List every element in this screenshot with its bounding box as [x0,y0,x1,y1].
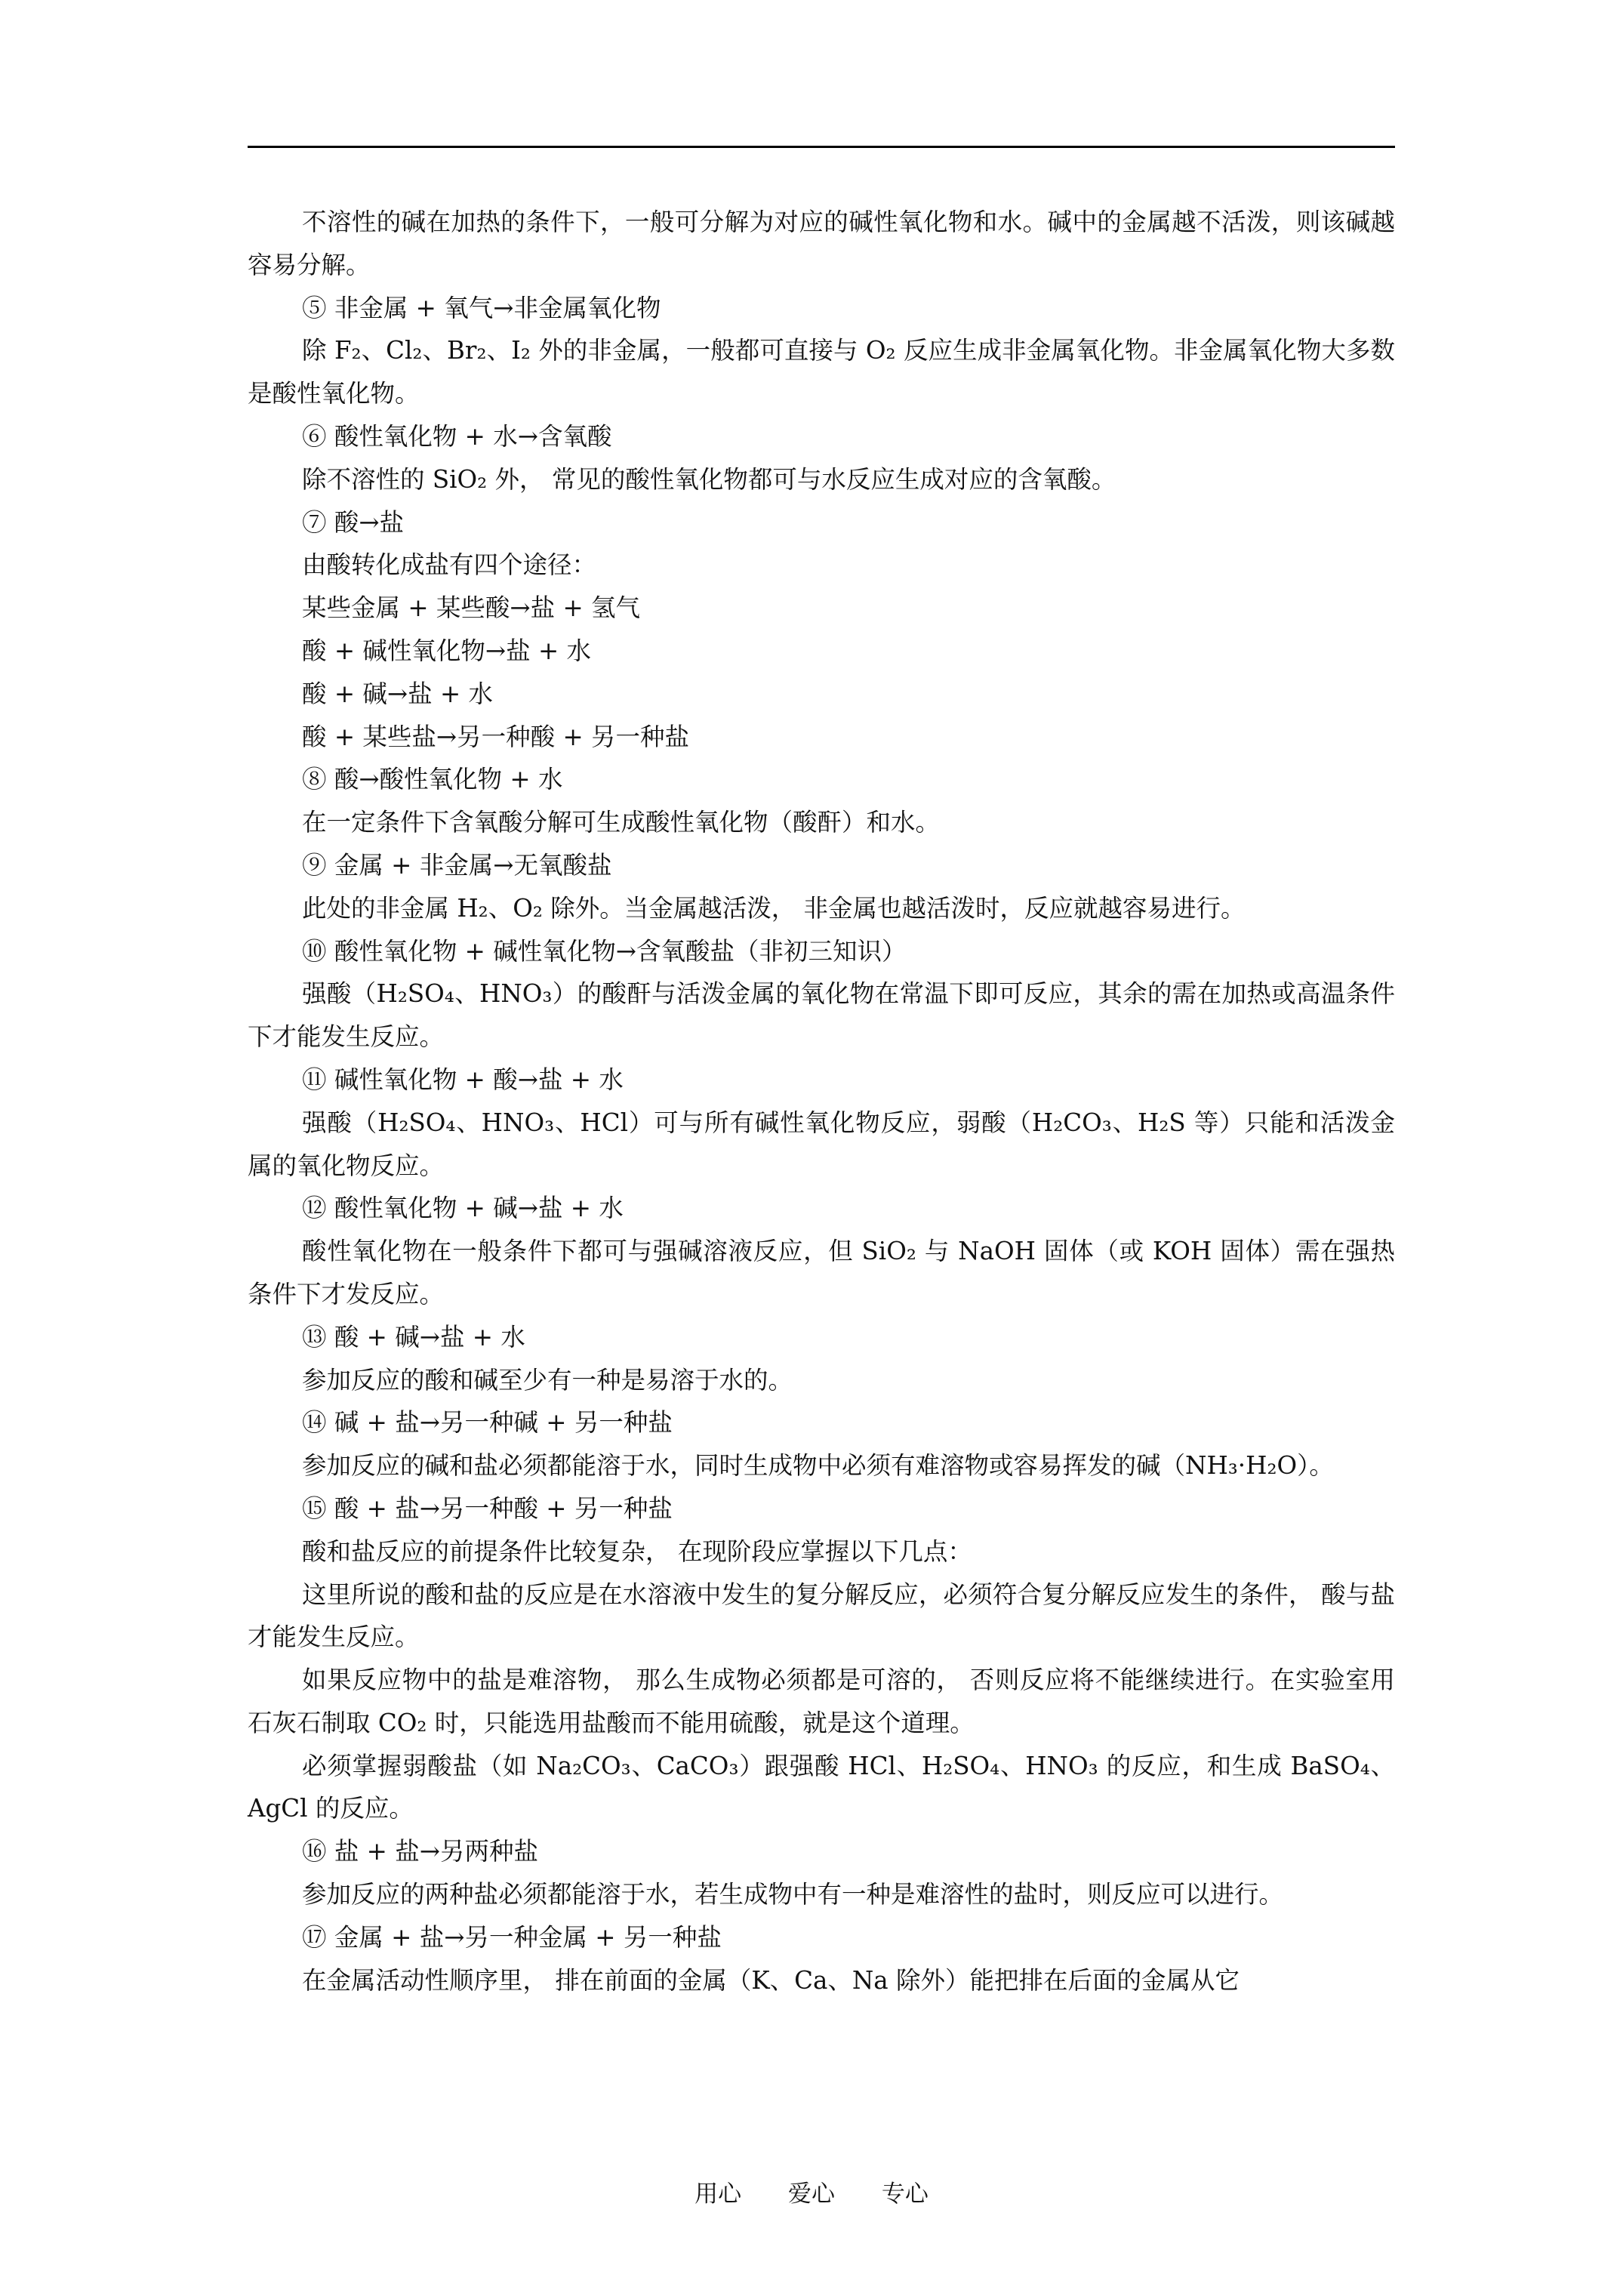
paragraph: 参加反应的两种盐必须都能溶于水，若生成物中有一种是难溶性的盐时，则反应可以进行。 [302,1880,1284,1909]
paragraph: 由酸转化成盐有四个途径： [302,550,597,580]
header-rule [248,146,1395,148]
reaction-heading: ⑧ 酸→酸性氧化物 + 水 [302,765,563,794]
paragraph: 强酸（H₂SO₄、HNO₃）的酸酐与活泼金属的氧化物在常温下即可反应，其余的需在加热或高温条件下才能发生反应。 [248,979,1395,1052]
reaction-heading: ⑬ 酸 + 碱→盐 + 水 [302,1322,525,1351]
footer-text: 爱心 [788,2180,835,2208]
reaction-heading: ⑮ 酸 + 盐→另一种酸 + 另一种盐 [302,1493,673,1523]
reaction-heading: ⑫ 酸性氧化物 + 碱→盐 + 水 [302,1194,624,1223]
reaction-heading: ⑩ 酸性氧化物 + 碱性氧化物→含氧酸盐（非初三知识） [302,936,907,966]
paragraph: 此处的非金属 H₂、O₂ 除外。当金属越活泼， 非金属也越活泼时，反应就越容易进行。 [302,893,1246,923]
paragraph: 在金属活动性顺序里， 排在前面的金属（K、Ca、Na 除外）能把排在后面的金属从它 [302,1965,1240,1995]
equation-line: 酸 + 碱→盐 + 水 [302,679,494,708]
reaction-heading: ⑤ 非金属 + 氧气→非金属氧化物 [302,293,661,322]
paragraph: 酸和盐反应的前提条件比较复杂， 在现阶段应掌握以下几点： [302,1536,972,1566]
reaction-heading: ⑥ 酸性氧化物 + 水→含氧酸 [302,421,612,451]
equation-line: 某些金属 + 某些酸→盐 + 氢气 [302,593,641,623]
reaction-heading: ⑯ 盐 + 盐→另两种盐 [302,1837,538,1866]
reaction-heading: ⑰ 金属 + 盐→另一种金属 + 另一种盐 [302,1922,722,1952]
reaction-heading: ⑨ 金属 + 非金属→无氧酸盐 [302,850,612,880]
reaction-heading: ⑪ 碱性氧化物 + 酸→盐 + 水 [302,1065,624,1094]
paragraph: 除不溶性的 SiO₂ 外， 常见的酸性氧化物都可与水反应生成对应的含氧酸。 [302,464,1116,494]
footer-text: 用心 [694,2180,742,2208]
paragraph: 除 F₂、Cl₂、Br₂、I₂ 外的非金属，一般都可直接与 O₂ 反应生成非金属氧化物。非金属氧化物大多数是酸性氧化物。 [248,336,1395,408]
paragraph: 必须掌握弱酸盐（如 Na₂CO₃、CaCO₃）跟强酸 HCl、H₂SO₄、HNO₃ 的反应，和生成 BaSO₄、AgCl 的反应。 [248,1751,1395,1823]
paragraph: 不溶性的碱在加热的条件下，一般可分解为对应的碱性氧化物和水。碱中的金属越不活泼，则该碱越容易分解。 [248,208,1395,279]
equation-line: 酸 + 碱性氧化物→盐 + 水 [302,636,592,665]
paragraph: 参加反应的酸和碱至少有一种是易溶于水的。 [302,1365,793,1395]
paragraph: 在一定条件下含氧酸分解可生成酸性氧化物（酸酐）和水。 [302,808,941,837]
paragraph: 这里所说的酸和盐的反应是在水溶液中发生的复分解反应，必须符合复分解反应发生的条件， 酸与盐才能发生反应。 [248,1579,1395,1652]
paragraph: 参加反应的碱和盐必须都能溶于水，同时生成物中必须有难溶物或容易挥发的碱（NH₃·H₂O）。 [302,1451,1334,1481]
paragraph: 如果反应物中的盐是难溶物， 那么生成物必须都是可溶的， 否则反应将不能继续进行。在实验室用石灰石制取 CO₂ 时，只能选用盐酸而不能用硫酸，就是这个道理。 [248,1666,1395,1737]
footer-text: 专心 [881,2180,929,2208]
body-text [248,201,1395,2002]
paragraph: 酸性氧化物在一般条件下都可与强碱溶液反应，但 SiO₂ 与 NaOH 固体（或 KOH 固体）需在强热条件下才发反应。 [248,1237,1395,1308]
equation-line: 酸 + 某些盐→另一种酸 + 另一种盐 [302,722,690,751]
reaction-heading: ⑦ 酸→盐 [302,507,405,537]
paragraph: 强酸（H₂SO₄、HNO₃、HCl）可与所有碱性氧化物反应，弱酸（H₂CO₃、H₂S 等）只能和活泼金属的氧化物反应。 [248,1108,1395,1180]
page-footer [0,2174,1623,2208]
reaction-heading: ⑭ 碱 + 盐→另一种碱 + 另一种盐 [302,1408,673,1438]
